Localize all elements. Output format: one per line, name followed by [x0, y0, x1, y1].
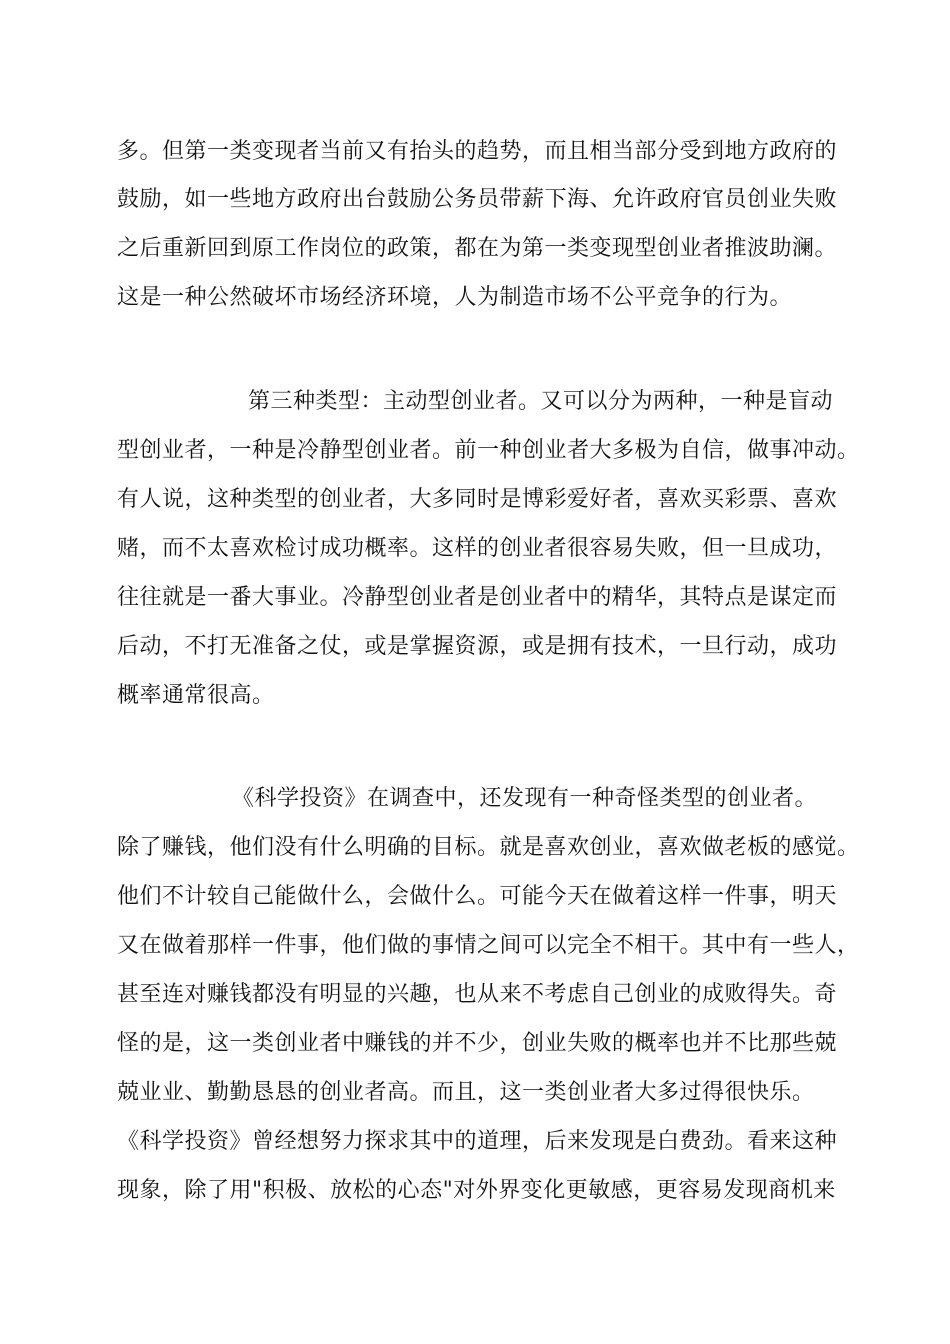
- paragraph-2-line-4: 赌，而不太喜欢检讨成功概率。这样的创业者很容易失败，但一旦成功，: [117, 536, 838, 561]
- paragraph-1-line-3: 之后重新回到原工作岗位的政策，都在为第一类变现型创业者推波助澜。: [117, 236, 838, 261]
- paragraph-2-line-6: 后动，不打无准备之仗，或是掌握资源，或是拥有技术，一旦行动，成功: [117, 634, 838, 659]
- paragraph-2-line-1: 第三种类型：主动型创业者。又可以分为两种，一种是盲动: [248, 389, 834, 414]
- paragraph-1-line-2: 鼓励，如一些地方政府出台鼓励公务员带薪下海、允许政府官员创业失败: [117, 187, 838, 212]
- paragraph-2-line-2: 型创业者，一种是冷静型创业者。前一种创业者大多极为自信，做事冲动。: [117, 438, 860, 463]
- paragraph-1-line-1: 多。但第一类变现者当前又有抬头的趋势，而且相当部分受到地方政府的: [117, 139, 838, 164]
- paragraph-3-line-1: 《科学投资》在调查中，还发现有一种奇怪类型的创业者。: [232, 786, 818, 811]
- paragraph-3-line-7: 兢业业、勤勤恳恳的创业者高。而且，这一类创业者大多过得很快乐。: [117, 1080, 815, 1105]
- paragraph-3-line-6: 怪的是，这一类创业者中赚钱的并不少，创业失败的概率也并不比那些兢: [117, 1031, 838, 1056]
- paragraph-3-line-2: 除了赚钱，他们没有什么明确的目标。就是喜欢创业，喜欢做老板的感觉。: [117, 835, 860, 860]
- paragraph-3-line-3: 他们不计较自己能做什么，会做什么。可能今天在做着这样一件事，明天: [117, 884, 838, 909]
- paragraph-3-line-8: 《科学投资》曾经想努力探求其中的道理，后来发现是白费劲。看来这种: [117, 1129, 838, 1154]
- paragraph-2-line-3: 有人说，这种类型的创业者，大多同时是博彩爱好者，喜欢买彩票、喜欢: [117, 487, 838, 512]
- paragraph-2-line-5: 往往就是一番大事业。冷静型创业者是创业者中的精华，其特点是谋定而: [117, 585, 838, 610]
- paragraph-3-line-5: 甚至连对赚钱都没有明显的兴趣，也从来不考虑自己创业的成败得失。奇: [117, 982, 838, 1007]
- paragraph-2-line-7: 概率通常很高。: [117, 683, 275, 708]
- paragraph-1-line-4: 这是一种公然破坏市场经济环境，人为制造市场不公平竞争的行为。: [117, 285, 793, 310]
- paragraph-3-line-4: 又在做着那样一件事，他们做的事情之间可以完全不相干。其中有一些人，: [117, 933, 860, 958]
- paragraph-3-line-9: 现象，除了用"积极、放松的心态"对外界变化更敏感，更容易发现商机来: [117, 1178, 836, 1203]
